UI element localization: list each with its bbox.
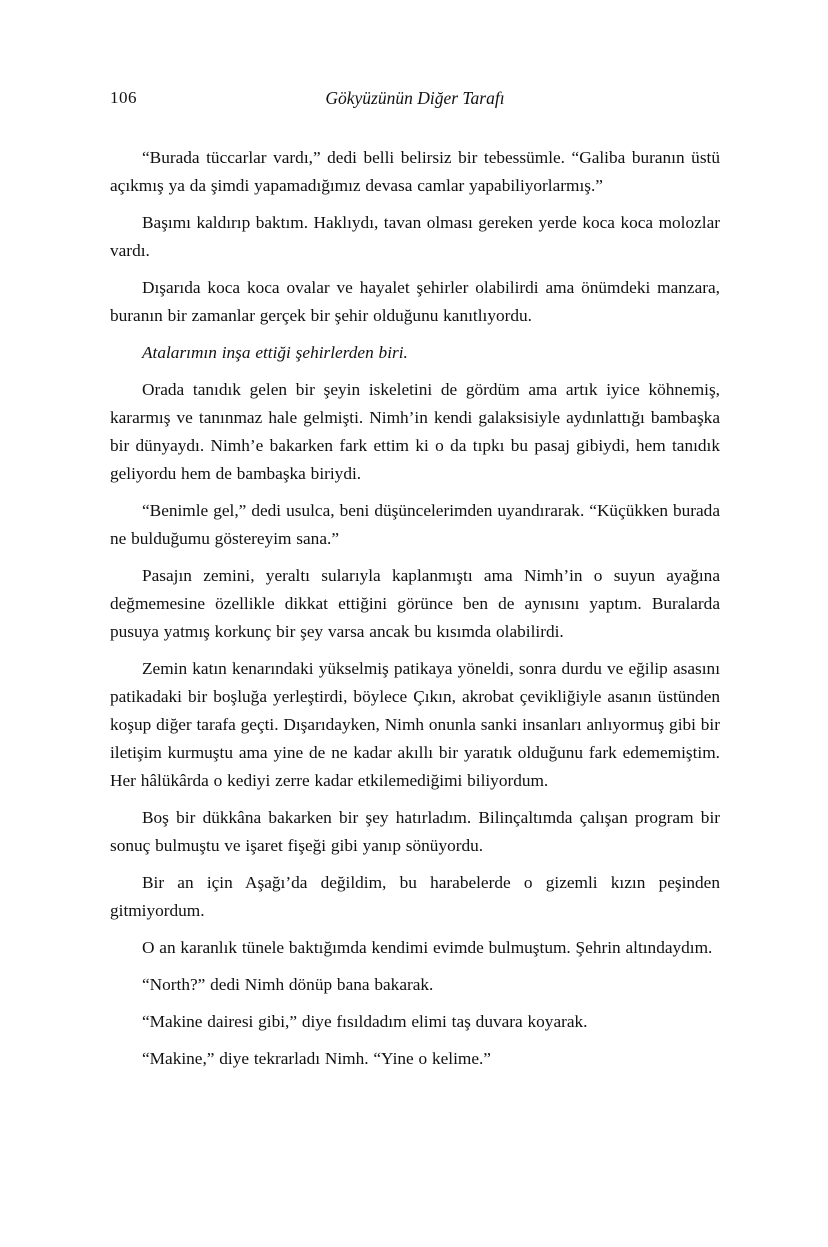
paragraph: Orada tanıdık gelen bir şeyin iskeletini de gördüm ama artık iyice köhnemiş, kararmış ve tanınmaz hale gelmişti. Nimh’in kendi galaksisiyle aydınlattığı bambaşka bir dünyaydı. Nimh’e bakarken fark ettim ki o da tıpkı bu pasaj gibiydi, hem tanıdık geliyordu hem de bambaşka biriydi.: [110, 380, 720, 483]
paragraph: “North?” dedi Nimh dönüp bana bakarak.: [142, 975, 434, 994]
paragraph: Boş bir dükkâna bakarken bir şey hatırladım. Bilinçaltımda çalışan program bir sonuç bulmuştu ve işaret fişeği gibi yanıp sönüyordu.: [110, 808, 720, 855]
paragraph: Pasajın zemini, yeraltı sularıyla kaplanmıştı ama Nimh’in o suyun ayağına değmemesine özellikle dikkat ettiğini görünce ben de aynısını yaptım. Buralarda pusuya yatmış korkunç bir şey varsa ancak bu kısımda olabilirdi.: [110, 566, 720, 641]
paragraph: Dışarıda koca koca ovalar ve hayalet şehirler olabilirdi ama önümdeki manzara, buranın bir zamanlar gerçek bir şehir olduğunu kanıtlıyordu.: [110, 278, 720, 325]
paragraph: Bir an için Aşağı’da değildim, bu harabelerde o gizemli kızın peşinden gitmiyordum.: [110, 873, 720, 920]
paragraph: “Benimle gel,” dedi usulca, beni düşüncelerimden uyandırarak. “Küçükken burada ne bulduğumu göstereyim sana.”: [110, 501, 720, 548]
paragraph: O an karanlık tünele baktığımda kendimi evimde bulmuştum. Şehrin altındaydım.: [142, 938, 713, 957]
paragraph: Zemin katın kenarındaki yükselmiş patikaya yöneldi, sonra durdu ve eğilip asasını patikadaki bir boşluğa yerleştirdi, böylece Çıkın, akrobat çevikliğiyle asanın üstünden koşup diğer tarafa geçti. Dışarıdayken, Nimh onunla sanki insanları anlıyormuş gibi bir iletişim kurmuştu ama yine de ne kadar akıllı bir yaratık olduğunu fark edememiştim. Her hâlükârda o kediyi zerre kadar etkilemediğimi biliyordum.: [110, 659, 720, 790]
page-body: [110, 144, 720, 1073]
paragraph: “Makine dairesi gibi,” diye fısıldadım elimi taş duvara koyarak.: [142, 1012, 588, 1031]
paragraph: Başımı kaldırıp baktım. Haklıydı, tavan olması gereken yerde koca koca molozlar vardı.: [110, 213, 720, 260]
running-title: Gökyüzünün Diğer Tarafı: [325, 88, 505, 108]
paragraph: Atalarımın inşa ettiği şehirlerden biri.: [142, 343, 408, 362]
page-number: 106: [110, 88, 137, 107]
page-header: [110, 88, 720, 114]
paragraph: “Makine,” diye tekrarladı Nimh. “Yine o kelime.”: [142, 1049, 491, 1068]
paragraph: “Burada tüccarlar vardı,” dedi belli belirsiz bir tebessümle. “Galiba buranın üstü açıkmış ya da şimdi yapamadığımız devasa camlar yapabiliyorlarmış.”: [110, 148, 720, 195]
